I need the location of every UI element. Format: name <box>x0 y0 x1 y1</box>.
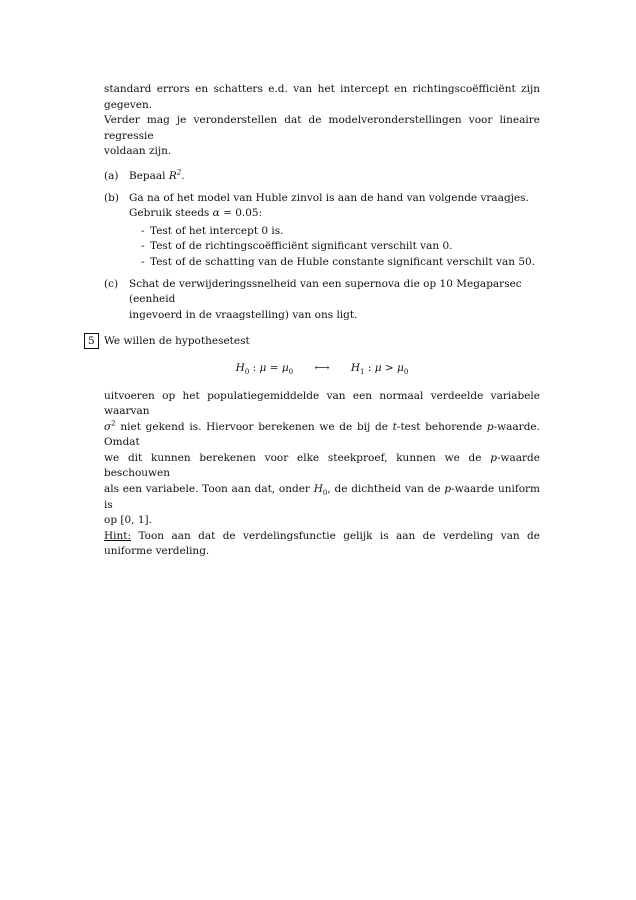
bullet-item: - Test of de richtingscoëfficiënt significant verschilt van 0. <box>141 240 453 253</box>
subquestion-c-text-2: ingevoerd in de vraagstelling) van ons ligt. <box>129 308 358 321</box>
math-r-squared: $R^2$ <box>168 168 182 182</box>
intro-paragraph <box>104 82 540 160</box>
intro-line-2: Verder mag je veronderstellen dat de modelveronderstellingen voor lineaire regressie <box>104 114 540 142</box>
document-page <box>88 82 541 560</box>
subquestion-a-label: (a) <box>104 169 119 182</box>
intro-line-1: standard errors en schatters e.d. van het intercept en richtingscoëfficiënt zijn gegeven. <box>104 83 540 111</box>
question-5-intro: We willen de hypothesetest <box>104 335 250 348</box>
subquestion-a: (a) Bepaal $R^2$. <box>104 169 540 185</box>
hypothesis-formula: $H_0$ : $\mu = \mu_0$ ⟷ $H_1$ : $\mu > \mu_0$ <box>235 361 409 376</box>
subquestion-b <box>104 191 540 271</box>
bullet-item: - Test of het intercept 0 is. <box>141 224 284 237</box>
intro-line-3: voldaan zijn. <box>104 145 172 158</box>
subquestion-c <box>104 277 540 324</box>
subquestion-a-text: Bepaal <box>129 169 166 182</box>
hint-label: Hint: <box>104 529 132 542</box>
subquestion-list <box>104 169 540 323</box>
bullet-item: - Test of de schatting van de Huble constante significant verschilt van 50. <box>141 255 536 268</box>
bullet-list <box>129 224 540 271</box>
hint-text: Toon aan dat de verdelingsfunctie gelijk is aan de verdeling van de uniforme verdeling. <box>104 529 540 558</box>
subquestion-b-label: (b) <box>104 191 119 204</box>
subquestion-c-label: (c) <box>104 277 119 290</box>
math-alpha: α = 0.05: <box>212 207 263 220</box>
subquestion-c-text-1: Schat de verwijderingssnelheid van een supernova die op 10 Megaparsec (eenheid <box>129 277 522 306</box>
subquestion-b-text-1: Ga na of het model van Huble zinvol is aan de hand van volgende vraagjes. <box>129 191 529 204</box>
subquestion-b-text-2: Gebruik steeds <box>129 207 210 220</box>
question-number-box: 5 <box>84 333 99 349</box>
question-5 <box>88 334 541 560</box>
question-5-body: uitvoeren op het populatiegemiddelde van een normaal verdeelde variabele waarvan $\sigma^2$ niet gekend is. Hiervoor berekenen we de bij de t-test behorende p-waarde. Omdat we dit kunnen berekenen voor elke steekproef, kunnen we de p-waarde beschouwen als een variabele. Toon aan dat, onder $H_0$, de dichtheid van de p-waarde uniform is op [0, 1]. Hint: Toon aan dat de verdelingsfunctie gelijk is aan de verdeling van de uniforme verdeling. <box>104 389 541 558</box>
